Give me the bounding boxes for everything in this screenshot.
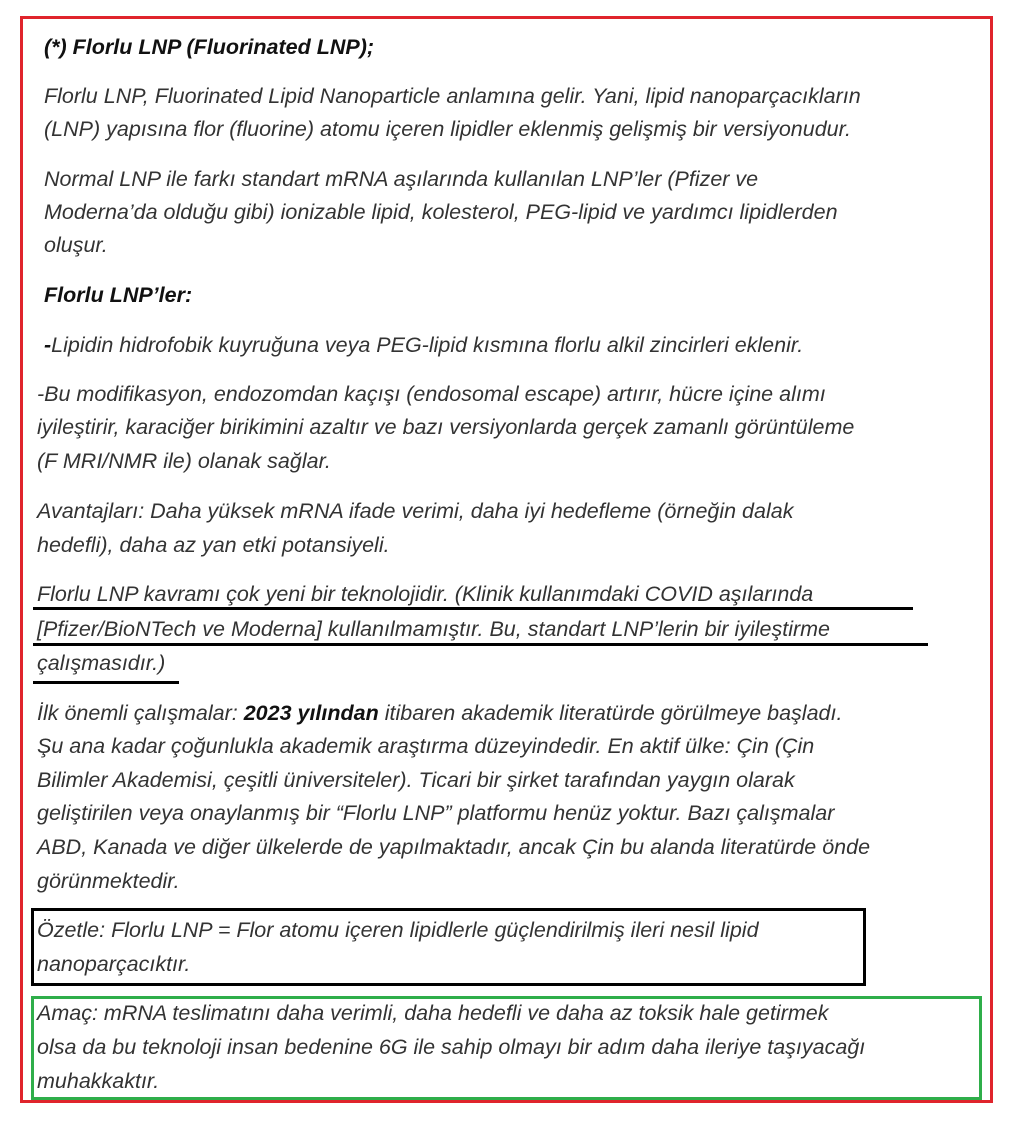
summary-line2: nanoparçacıktır. [37, 952, 191, 976]
bullet1-dash: - [44, 333, 52, 357]
bullet2-line1: -Bu modifikasyon, endozomdan kaçışı (endosomal escape) artırır, hücre içine alımı [37, 382, 826, 406]
bullet2-line2: iyileştirir, karaciğer birikimini azaltır ve bazı versiyonlarda gerçek zamanlı görüntüleme [37, 415, 855, 439]
studies-line1-post: itibaren akademik literatürde görülmeye başladı. [378, 701, 843, 725]
studies-line6: görünmektedir. [37, 869, 180, 893]
studies-line4: geliştirilen veya onaylanmış bir “Florlu LNP” platformu henüz yoktur. Bazı çalışmalar [37, 801, 835, 825]
purpose-line1: Amaç: mRNA teslimatını daha verimli, daha hedefli ve daha az toksik hale getirmek [37, 1001, 829, 1025]
para1-line1: Florlu LNP, Fluorinated Lipid Nanoparticle anlamına gelir. Yani, lipid nanoparçacıkların [44, 84, 861, 108]
studies-line5: ABD, Kanada ve diğer ülkelerde de yapılmaktadır, ancak Çin bu alanda literatürde önde [37, 835, 871, 859]
studies-line3: Bilimler Akademisi, çeşitli üniversiteler). Ticari bir şirket tarafından yaygın olarak [37, 768, 795, 792]
studies-line2: Şu ana kadar çoğunlukla akademik araştırma düzeyindedir. En aktif ülke: Çin (Çin [37, 734, 815, 758]
summary-line1: Özetle: Florlu LNP = Flor atomu içeren lipidlerle güçlendirilmiş ileri nesil lipid [37, 918, 759, 942]
underlined-line1: Florlu LNP kavramı çok yeni bir teknolojidir. (Klinik kullanımdaki COVID aşılarında [37, 582, 814, 606]
advantages-line1: Avantajları: Daha yüksek mRNA ifade verimi, daha iyi hedefleme (örneğin dalak [37, 499, 794, 523]
bullet1 [44, 329, 803, 363]
advantages-line2: hedefli), daha az yan etki potansiyeli. [37, 533, 390, 557]
underlined-line2: [Pfizer/BioNTech ve Moderna] kullanılmamıştır. Bu, standart LNP’lerin bir iyileştirme [37, 617, 831, 641]
underlined-line3: çalışmasıdır.) [37, 651, 166, 675]
studies-line1-pre: İlk önemli çalışmalar: [37, 701, 244, 725]
bullet1-text: Lipidin hidrofobik kuyruğuna veya PEG-lipid kısmına florlu alkil zincirleri eklenir. [51, 333, 804, 357]
studies-line1 [37, 697, 842, 731]
underline-1 [33, 607, 913, 610]
underline-2 [33, 643, 928, 646]
underline-3 [33, 681, 179, 684]
para2-line3: oluşur. [44, 233, 108, 257]
studies-year: 2023 yılından [243, 701, 379, 725]
purpose-line2: olsa da bu teknoloji insan bedenine 6G ile sahip olmayı bir adım daha ileriye taşıyacağı [37, 1035, 866, 1059]
para2-line1: Normal LNP ile farkı standart mRNA aşılarında kullanılan LNP’ler (Pfizer ve [44, 167, 759, 191]
subheading: Florlu LNP’ler: [44, 283, 193, 307]
section-heading: (*) Florlu LNP (Fluorinated LNP); [44, 35, 375, 59]
para1-line2: (LNP) yapısına flor (fluorine) atomu içeren lipidler eklenmiş gelişmiş bir versiyonudur. [44, 117, 851, 141]
bullet2-line3: (F MRI/NMR ile) olanak sağlar. [37, 449, 331, 473]
purpose-line3: muhakkaktır. [37, 1069, 160, 1093]
para2-line2: Moderna’da olduğu gibi) ionizable lipid, kolesterol, PEG-lipid ve yardımcı lipidlerden [44, 200, 838, 224]
